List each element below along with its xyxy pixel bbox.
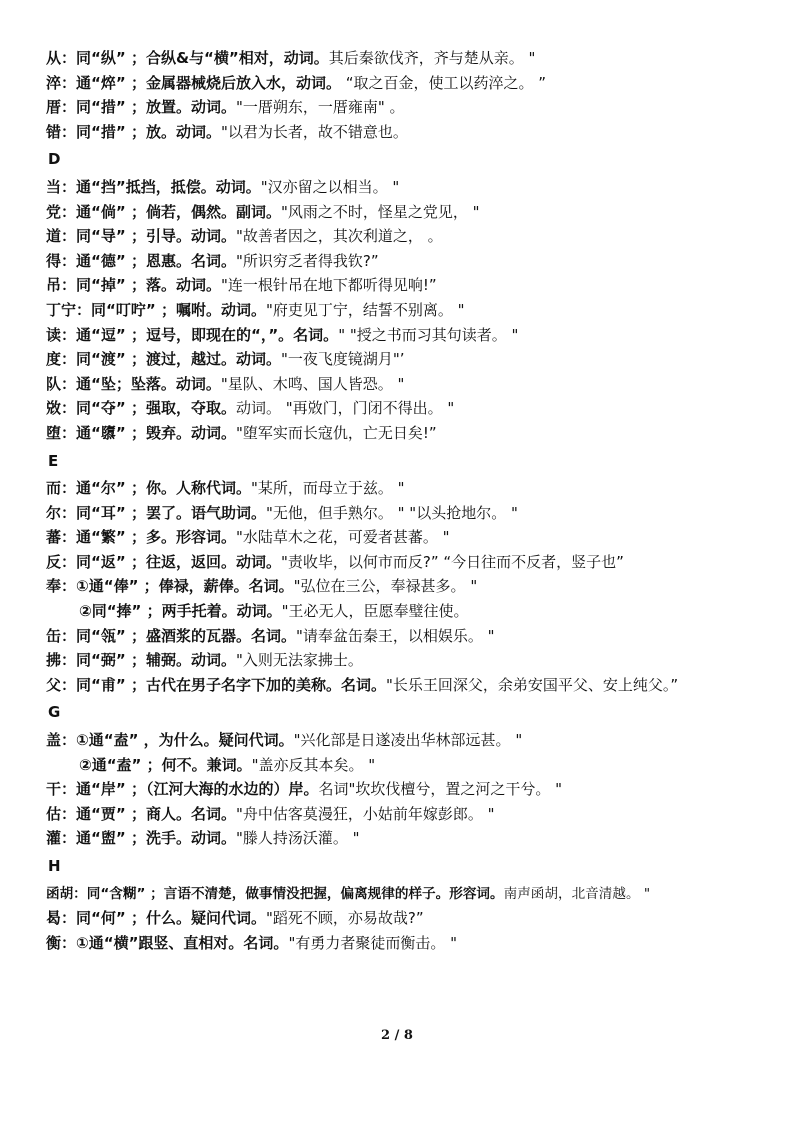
entry-line bbox=[46, 175, 756, 200]
entry-headword: 从： bbox=[46, 49, 77, 67]
entry-line bbox=[46, 826, 756, 851]
entry-example: "责收毕，以何市而反?” “今日往而不反者，竖子也” bbox=[280, 552, 624, 571]
entry-line bbox=[46, 298, 756, 323]
entry-line bbox=[46, 673, 756, 698]
entry-definition: 通“隳” ；毁弃。动词。 bbox=[76, 423, 236, 442]
entry-example: 其后秦欲伐齐，齐与楚从亲。 " bbox=[328, 49, 536, 67]
entry-example: "星队、木鸣、国人皆恐。 " bbox=[220, 374, 405, 393]
entry-line bbox=[46, 396, 756, 421]
entry-definition: 同“夺” ；强取，夺取。 bbox=[76, 399, 236, 418]
entry-headword: 厝： bbox=[46, 98, 77, 117]
entry-headword: 曷： bbox=[46, 909, 77, 928]
entry-definition: 同“措” ；放。动词。 bbox=[76, 122, 221, 141]
entry-example: "府吏见丁宁，结誓不别离。 " bbox=[265, 300, 465, 319]
entry-definition: 同“叮咛” ；嘱咐。动词。 bbox=[91, 300, 266, 319]
entry-definition: 同“何” ；什么。疑问代词。 bbox=[76, 909, 266, 928]
entry-line bbox=[46, 120, 756, 145]
entry-headword: 吊： bbox=[46, 276, 77, 295]
entry-example: "以君为长者，故不错意也。 bbox=[220, 122, 408, 141]
entry-definition: 同“瓴” ；盛酒浆的瓦器。名词。 bbox=[76, 626, 296, 645]
entry-line bbox=[46, 421, 756, 446]
entry-example: "滕人持汤沃灌。 " bbox=[235, 829, 360, 848]
entry-line bbox=[46, 574, 756, 599]
page-number: 2 / 8 bbox=[381, 1028, 413, 1043]
entry-example: "连一根针吊在地下都听得见响!” bbox=[220, 276, 437, 295]
entry-example: "水陆草木之花，可爱者甚蕃。 " bbox=[235, 528, 450, 547]
entry-headword: 度： bbox=[46, 350, 77, 369]
entry-line bbox=[46, 882, 756, 907]
entry-example: "舟中估客莫漫狂，小姑前年嫁彭郎。 " bbox=[235, 804, 495, 823]
entry-definition: 通“尔” ；你。人称代词。 bbox=[76, 479, 251, 498]
entry-headword: 估： bbox=[46, 804, 77, 823]
entry-headword: 蕃： bbox=[46, 528, 77, 547]
entry-definition: 同“弼” ；辅弼。动词。 bbox=[76, 651, 236, 670]
entry-definition: 同“纵” ；合纵&与“横”相对，动词。 bbox=[76, 49, 329, 67]
entry-definition: 同“导” ；引导。动词。 bbox=[76, 227, 236, 246]
entry-definition: 同“甫” ；古代在男子名字下加的美称。名词。 bbox=[76, 675, 386, 694]
entry-headword: 尔： bbox=[46, 503, 77, 522]
entry-headword: 当： bbox=[46, 177, 77, 196]
entry-headword: 干： bbox=[46, 780, 77, 799]
entry-definition: 通“盥” ；洗手。动词。 bbox=[76, 829, 236, 848]
entry-example: "无他，但手熟尔。 " "以头抢地尔。 " bbox=[265, 503, 518, 522]
entry-line bbox=[46, 648, 756, 673]
entry-example: "蹈死不顾，亦易故哉?” bbox=[265, 909, 424, 928]
entry-definition: ①通“俸” ；俸禄，薪俸。名词。 bbox=[76, 577, 294, 596]
entry-example: "故善者因之，其次利道之， 。 bbox=[235, 227, 443, 246]
entry-definition: 通“德” ；恩惠。名词。 bbox=[76, 251, 236, 270]
entry-headword: 灌： bbox=[46, 829, 77, 848]
entry-headword: 得： bbox=[46, 251, 77, 270]
section-letter: G bbox=[48, 703, 61, 722]
entry-example: "长乐王回深父，余弟安国平父、安上纯父。” bbox=[385, 675, 679, 694]
entry-example: "堕军实而长寇仇，亡无日矣!” bbox=[235, 423, 437, 442]
entry-definition: 同“含糊” ；言语不清楚，做事情没把握，偏离规律的样子。形容词。 bbox=[86, 885, 504, 902]
section-letter: H bbox=[48, 857, 61, 875]
entry-headword: 敚： bbox=[46, 399, 77, 418]
entry-definition: 通“岸” ；（江河大海的水边的）岸。 bbox=[76, 780, 319, 799]
entry-definition: 同“渡” ；渡过，越过。动词。 bbox=[76, 350, 281, 369]
entry-line bbox=[46, 249, 756, 274]
entry-headword: 丁宁： bbox=[46, 300, 92, 319]
entry-line bbox=[46, 372, 756, 397]
entry-headword: 缶： bbox=[46, 626, 77, 645]
entry-line bbox=[46, 624, 756, 649]
entry-example: "盖亦反其本矣。 " bbox=[251, 755, 376, 774]
entry-headword: 堕： bbox=[46, 423, 77, 442]
entry-definition: 同“措” ；放置。动词。 bbox=[76, 98, 236, 117]
entry-headword: 父： bbox=[46, 675, 77, 694]
entry-headword: 党： bbox=[46, 202, 77, 221]
entry-definition: 同“掉” ；落。动词。 bbox=[76, 276, 221, 295]
entry-headword: 读： bbox=[46, 325, 77, 344]
entry-example: 名词"坎坎伐檀兮，置之河之干兮。 " bbox=[318, 780, 563, 799]
entry-example: "有勇力者聚徒而衡击。 " bbox=[288, 933, 458, 952]
entry-example: "某所，而母立于兹。 " bbox=[250, 479, 405, 498]
entry-line bbox=[46, 906, 756, 931]
entry-line bbox=[46, 777, 756, 802]
entry-example: "汉亦留之以相当。 " bbox=[260, 177, 400, 196]
entry-headword: 淬： bbox=[46, 73, 77, 92]
entry-headword: 函胡： bbox=[46, 885, 87, 902]
entry-example: "弘位在三公，奉禄甚多。 " bbox=[293, 577, 478, 596]
entry-line bbox=[46, 753, 756, 778]
document-body bbox=[46, 46, 756, 955]
entry-line bbox=[46, 273, 756, 298]
entry-headword: 拂： bbox=[46, 651, 77, 670]
entry-definition: 通“倘” ；倘若，偶然。副词。 bbox=[76, 202, 281, 221]
entry-line bbox=[46, 224, 756, 249]
entry-line bbox=[46, 802, 756, 827]
entry-line bbox=[46, 200, 756, 225]
entry-line bbox=[46, 525, 756, 550]
entry-line bbox=[46, 46, 756, 71]
entry-example: "入则无法家拂士。 bbox=[235, 651, 363, 670]
entry-definition: ①通“横”跟竖、直相对。名词。 bbox=[76, 933, 289, 952]
entry-line bbox=[46, 501, 756, 526]
entry-example: "一夜飞度镜湖月"’ bbox=[280, 350, 405, 369]
entry-line bbox=[46, 347, 756, 372]
entry-headword: 而： bbox=[46, 479, 77, 498]
entry-definition: 同“耳” ；罢了。语气助词。 bbox=[76, 503, 266, 522]
entry-line bbox=[46, 323, 756, 348]
entry-example: "请奉盆缶秦王，以相娱乐。 " bbox=[295, 626, 495, 645]
entry-line bbox=[46, 476, 756, 501]
entry-example: "所识穷乏者得我钦?” bbox=[235, 251, 379, 270]
entry-headword: 衡： bbox=[46, 933, 77, 952]
entry-example: "王必无人，臣愿奉璧往使。 bbox=[281, 602, 469, 621]
entry-headword: 奉： bbox=[46, 577, 77, 596]
entry-definition: 通“焠” ；金属器械烧后放入水，动词。 bbox=[76, 73, 341, 92]
entry-example: " "授之书而习其句读者。 " bbox=[338, 325, 519, 344]
section-letter: E bbox=[48, 451, 59, 470]
entry-definition: 通“逗” ；逗号，即现在的“，”。名词。 bbox=[76, 325, 339, 344]
entry-line bbox=[46, 95, 756, 120]
entry-line bbox=[46, 599, 756, 624]
entry-definition: ①通“盍” ，为什么。疑问代词。 bbox=[76, 731, 294, 750]
entry-example: "风雨之不时，怪星之党见， " bbox=[280, 202, 480, 221]
entry-example: “取之百金，使工以药淬之。 ” bbox=[340, 73, 547, 92]
entry-line bbox=[46, 550, 756, 575]
entry-headword: 反： bbox=[46, 552, 77, 571]
entry-definition: 通“坠；坠落。动词。 bbox=[76, 374, 221, 393]
entry-definition: 通“贾” ；商人。名词。 bbox=[76, 804, 236, 823]
entry-headword: 队： bbox=[46, 374, 77, 393]
entry-headword: 盖： bbox=[46, 731, 77, 750]
entry-definition: 同“返” ；往返，返回。动词。 bbox=[76, 552, 281, 571]
entry-headword: 错： bbox=[46, 122, 77, 141]
entry-example: "兴化部是日遂凌出华林部远甚。 " bbox=[293, 731, 523, 750]
entry-definition: ②同“捧” ；两手托着。动词。 bbox=[79, 602, 282, 621]
entry-definition: 通“繁” ；多。形容词。 bbox=[76, 528, 236, 547]
entry-example: 动词。 "再敚门，门闭不得出。 " bbox=[235, 399, 455, 418]
section-letter: D bbox=[48, 150, 61, 169]
entry-definition: ②通“盍” ；何不。兼词。 bbox=[79, 755, 252, 774]
entry-example: 南声函胡，北音清越。 " bbox=[503, 885, 651, 902]
entry-line bbox=[46, 728, 756, 753]
entry-headword: 道： bbox=[46, 227, 77, 246]
entry-definition: 通“挡”抵挡，抵偿。动词。 bbox=[76, 177, 261, 196]
entry-line bbox=[46, 931, 756, 956]
entry-example: "一厝朔东，一厝雍南" 。 bbox=[235, 98, 405, 117]
entry-line bbox=[46, 71, 756, 96]
